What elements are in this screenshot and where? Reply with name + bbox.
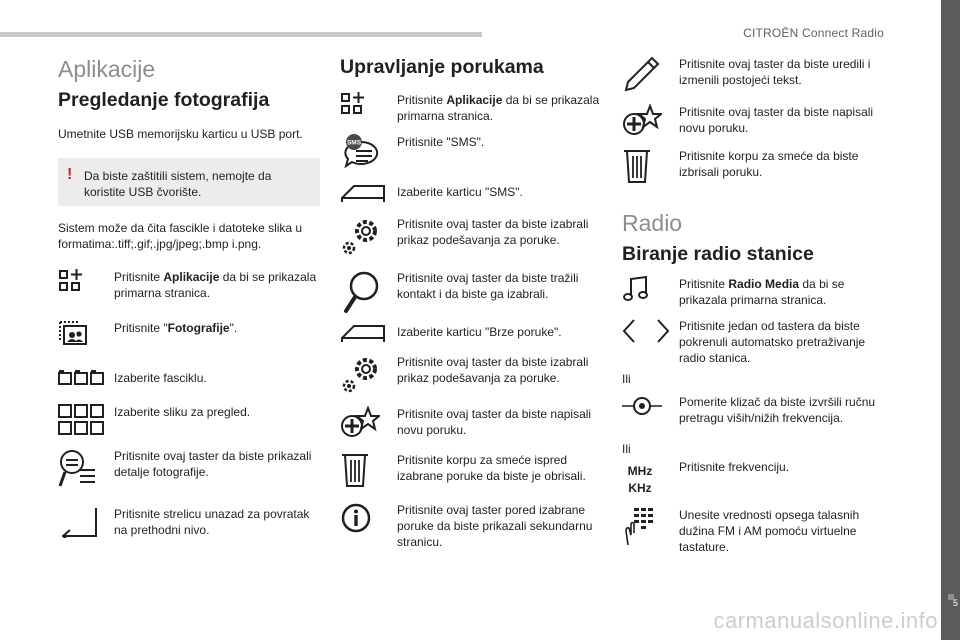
column-radio	[622, 56, 890, 555]
trash-icon	[622, 148, 679, 184]
or-label: Ili	[622, 442, 631, 456]
section-title-aplikacije: Aplikacije	[58, 56, 156, 82]
pencil-icon	[622, 56, 679, 92]
bold-label: Aplikacije	[163, 270, 220, 284]
subheading-messages: Upravljanje porukama	[340, 56, 544, 78]
settings-icon	[340, 216, 397, 256]
bold-label: Aplikacije	[446, 93, 503, 107]
warning-text: Da biste zaštitili sistem, nemojte da koristite USB čvorište.	[84, 169, 272, 199]
list-item: Pritisnite ovaj taster da biste tražili kontakt i da biste ga izabrali.	[340, 270, 605, 314]
list-item: Pritisnite "Fotografije".	[58, 320, 320, 346]
apps-grid-icon	[58, 269, 114, 293]
list-item: Pritisnite Aplikacije da bi se prikazala primarna stranica.	[58, 269, 320, 301]
photos-icon	[58, 320, 114, 346]
bold-label: Fotografije	[167, 321, 230, 335]
list-item: Pritisnite ovaj taster da biste izabrali prikaz podešavanja za poruke.	[340, 216, 605, 256]
list-item: Izaberite fasciklu.	[58, 370, 320, 386]
list-item: Pritisnite strelicu unazad za povratak na prethodni nivo.	[58, 506, 320, 538]
new-message-icon	[340, 406, 397, 438]
or-label: Ili	[622, 372, 631, 386]
formats-text: Sistem može da čita fascikle i datoteke slika u formatima:.tiff;.gif;.jpg/jpeg;.bmp i.png.	[58, 221, 303, 251]
column-photos	[58, 56, 320, 538]
keypad-icon	[622, 507, 679, 547]
page-sidebar	[941, 0, 960, 640]
tab-icon	[340, 184, 397, 204]
list-item: Pomerite klizač da biste izvršili ručnu pretragu viših/nižih frekvencija.	[622, 394, 890, 426]
list-item: SMS Pritisnite "SMS".	[340, 134, 605, 168]
section-title-radio: Radio	[622, 210, 683, 236]
tab-icon	[340, 324, 397, 344]
list-item: Unesite vrednosti opsega talasnih dužina FM i AM pomoću virtuelne tastature.	[622, 507, 890, 555]
slider-icon	[622, 394, 679, 418]
header-title: CITROËN Connect Radio	[743, 26, 884, 40]
info-icon	[340, 502, 397, 534]
list-item: Pritisnite ovaj taster da biste prikazali detalje fotografije.	[58, 448, 320, 488]
list-item: Pritisnite korpu za smeće da biste izbrisali poruku.	[622, 148, 890, 184]
image-grid-icon	[58, 404, 114, 436]
chevrons-icon	[622, 318, 679, 344]
khz-label: KHz	[628, 481, 652, 495]
watermark: carmanualsonline.info	[713, 608, 938, 633]
new-message-icon	[622, 104, 679, 136]
list-item: Pritisnite ovaj taster pored izabrane poruke da biste prikazali sekundarnu stranicu.	[340, 502, 605, 550]
sms-icon	[340, 134, 397, 168]
list-item: Pritisnite Radio Media da bi se prikazala primarna stranica.	[622, 276, 890, 308]
list-item: Izaberite sliku za pregled.	[58, 404, 320, 436]
list-item: Pritisnite ovaj taster da biste izabrali prikaz podešavanja za poruke.	[340, 354, 605, 394]
list-item: Pritisnite jedan od tastera da biste pokrenuli automatsko pretraživanje radio stanica.	[622, 318, 890, 366]
list-item: MHz KHz Pritisnite frekvenciju.	[622, 459, 890, 497]
settings-icon	[340, 354, 397, 394]
column-messages	[340, 56, 605, 550]
list-item: Pritisnite Aplikacije da bi se prikazala primarna stranica.	[340, 92, 605, 124]
header-rule	[0, 32, 482, 37]
list-item: Pritisnite ovaj taster da biste napisali novu poruku.	[340, 406, 605, 438]
list-item: Pritisnite korpu za smeće ispred izabrane poruke da biste je obrisali.	[340, 452, 605, 488]
list-item: Pritisnite ovaj taster da biste napisali novu poruku.	[622, 104, 890, 136]
list-item: Pritisnite ovaj taster da biste uredili i izmenili postojeći tekst.	[622, 56, 890, 92]
warning-icon: !	[67, 166, 73, 183]
warning-box	[58, 158, 320, 206]
page-number: 5	[952, 598, 958, 608]
subheading-radio: Biranje radio stanice	[622, 243, 814, 265]
list-item: Izaberite karticu "Brze poruke".	[340, 324, 605, 344]
mhz-label: MHz	[627, 464, 653, 478]
subheading-photos: Pregledanje fotografija	[58, 89, 270, 111]
mhz-khz-icon	[622, 459, 679, 497]
list-item: Izaberite karticu "SMS".	[340, 184, 605, 204]
folders-icon	[58, 370, 114, 386]
svg-text:SMS: SMS	[346, 139, 362, 147]
details-icon	[58, 448, 114, 488]
usb-intro: Umetnite USB memorijsku karticu u USB port.	[58, 127, 303, 141]
apps-grid-icon	[340, 92, 397, 116]
bold-label: Radio Media	[728, 277, 800, 291]
search-icon	[340, 270, 397, 314]
music-note-icon	[622, 276, 679, 302]
trash-icon	[340, 452, 397, 488]
back-arrow-icon	[58, 506, 114, 538]
